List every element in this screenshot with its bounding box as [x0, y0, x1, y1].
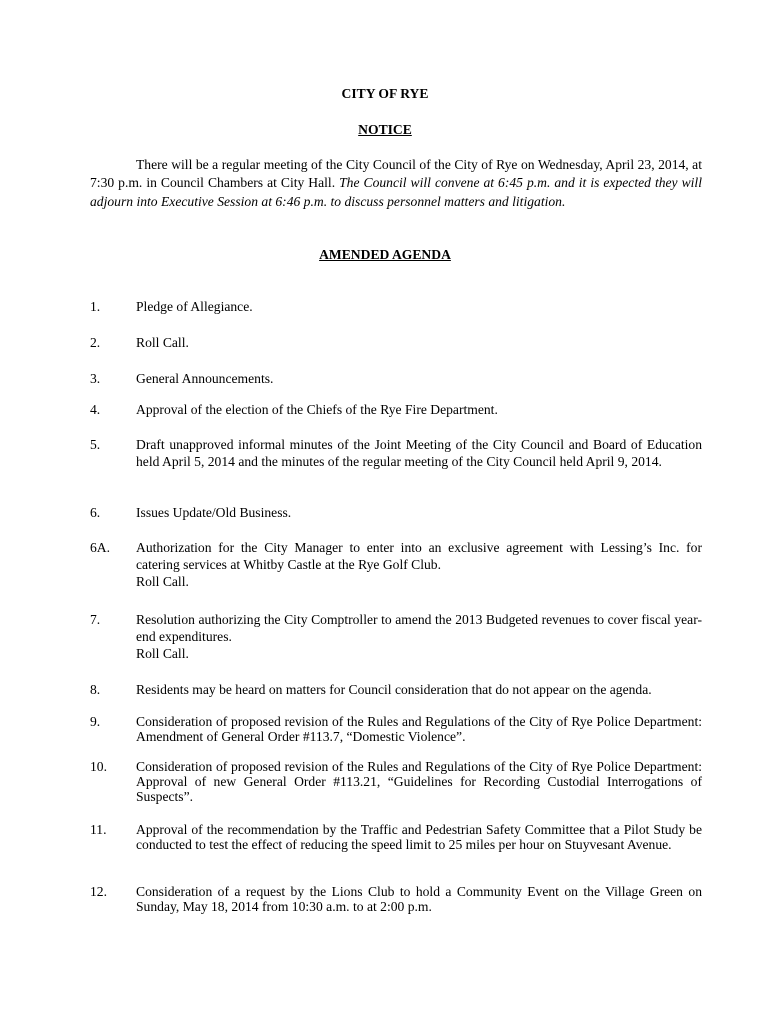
agenda-item-number: 11.: [90, 822, 107, 837]
agenda-item-text: Authorization for the City Manager to enter into an exclusive agreement with Lessing’s Inc. for catering services at Whitby Castle at the Rye Golf Club. Roll Call.: [136, 540, 702, 589]
agenda-item-text: Consideration of proposed revision of the Rules and Regulations of the City of Rye Police Department: Amendment of General Order #113.7, “Domestic Violence”.: [136, 714, 702, 745]
agenda-item-text: Roll Call.: [136, 335, 189, 350]
agenda-item-text: Consideration of a request by the Lions Club to hold a Community Event on the Village Green on Sunday, May 18, 2014 from 10:30 a.m. to at 2:00 p.m.: [136, 884, 702, 915]
agenda-item-number: 10.: [90, 759, 107, 774]
agenda-item-text: Approval of the recommendation by the Traffic and Pedestrian Safety Committee that a Pilot Study be conducted to test the effect of reducing the speed limit to 25 miles per hour on Stuyvesant Avenue.: [136, 822, 702, 853]
agenda-item-text: Pledge of Allegiance.: [136, 299, 253, 314]
agenda-item-text: Approval of the election of the Chiefs of the Rye Fire Department.: [136, 402, 498, 417]
intro-regular-text: There will be a regular meeting of the City Council of the City of Rye on Wednesday, April 23, 2014, at 7:30 p.m. in Council Chambers at City Hall.: [90, 157, 702, 191]
agenda-item-number: 1.: [90, 299, 101, 314]
agenda-item-text: General Announcements.: [136, 371, 274, 386]
agenda-item-number: 6A.: [90, 540, 111, 555]
agenda-item-text: Consideration of proposed revision of the Rules and Regulations of the City of Rye Police Department: Approval of new General Order #113.21, “Guidelines for Recording Custodial Interrogations of Suspects”.: [136, 759, 702, 805]
intro-italic-text: The Council will convene at 6:45 p.m. and it is expected they will adjourn into Executive Session at 6:46 p.m. to discuss personnel matters and litigation.: [90, 175, 702, 209]
agenda-item-text: Draft unapproved informal minutes of the Joint Meeting of the City Council and Board of Education held April 5, 2014 and the minutes of the regular meeting of the City Council held April 9, 2014.: [136, 437, 702, 469]
intro-paragraph: [90, 156, 702, 211]
city-title: CITY OF RYE: [341, 86, 429, 101]
agenda-item-number: 4.: [90, 402, 101, 417]
agenda-item-number: 5.: [90, 437, 101, 452]
agenda-item-number: 3.: [90, 371, 101, 386]
agenda-item-number: 2.: [90, 335, 101, 350]
agenda-item-number: 9.: [90, 714, 101, 729]
agenda-item-text: Issues Update/Old Business.: [136, 505, 292, 520]
agenda-title: AMENDED AGENDA: [319, 247, 451, 262]
agenda-item-text: Residents may be heard on matters for Council consideration that do not appear on the agenda.: [136, 682, 652, 697]
agenda-item-text: Resolution authorizing the City Comptroller to amend the 2013 Budgeted revenues to cover fiscal year-end expenditures. Roll Call.: [136, 612, 702, 661]
agenda-item-number: 7.: [90, 612, 101, 627]
agenda-item-number: 8.: [90, 682, 101, 697]
notice-title: NOTICE: [358, 122, 412, 137]
agenda-item-number: 12.: [90, 884, 107, 899]
agenda-item-number: 6.: [90, 505, 101, 520]
